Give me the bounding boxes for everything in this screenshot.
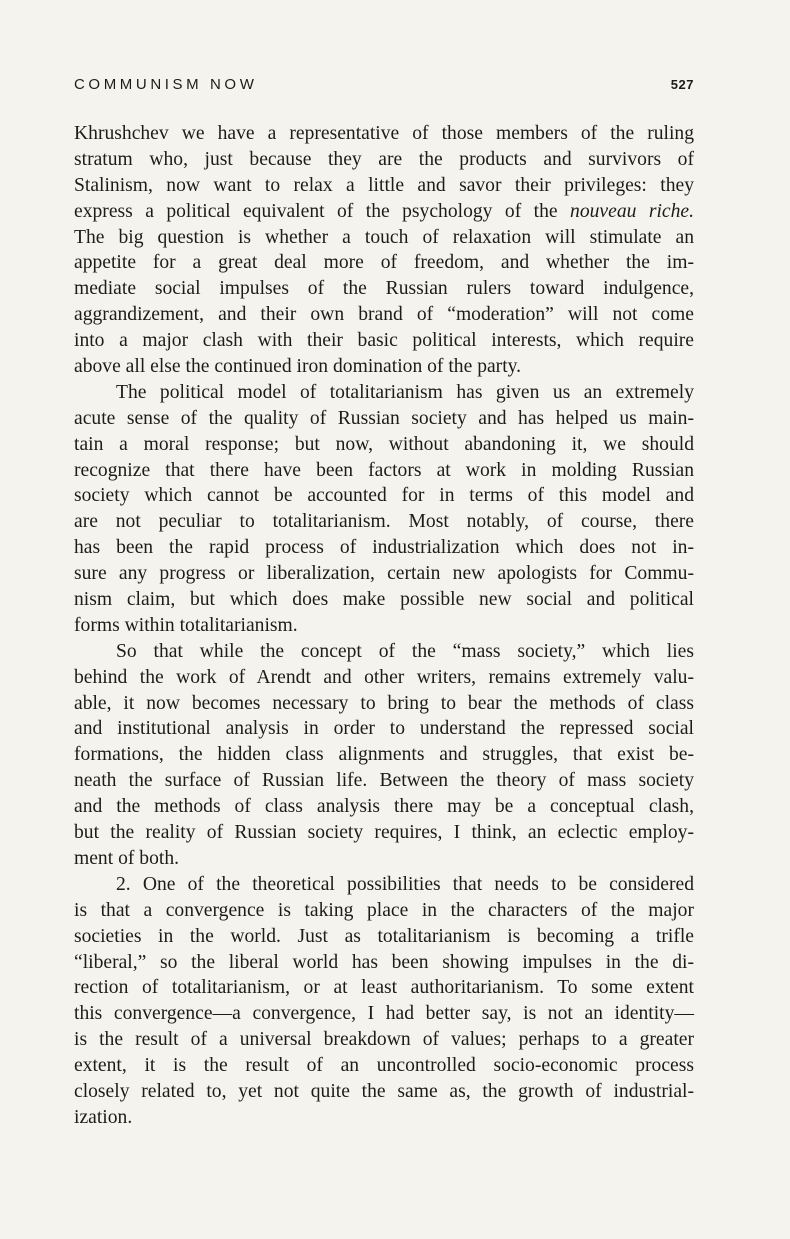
text-line: mediate social impulses of the Russian rulers toward indulgence, [74,278,694,300]
text-line: forms within totalitarianism. [74,614,298,636]
text-line: Khrushchev we have a representative of those members of the ruling [74,123,694,144]
text-line: 2. One of the theoretical possibilities that needs to be considered [116,873,694,895]
paragraph [74,121,694,380]
text-line: is the result of a universal breakdown of values; perhaps to a greater [74,1029,694,1051]
text-line: society which cannot be accounted for in terms of this model and [74,485,694,507]
text-line: ment of both. [74,847,180,869]
text-line: The big question is whether a touch of relaxation will stimulate an [74,226,694,248]
text-segment: express a political equivalent of the psychology of the [74,200,571,222]
text-line: and the methods of class analysis there may be a conceptual clash, [74,796,694,818]
running-head [74,76,694,102]
text-line: nism claim, but which does make possible new social and political [74,589,694,611]
text-line: but the reality of Russian society requires, I think, an eclectic employ- [74,822,694,844]
text-line: “liberal,” so the liberal world has been showing impulses in the di- [74,951,694,973]
text-segment: nouveau riche. [570,200,694,222]
paragraph [74,872,694,1131]
text-line: sure any progress or liberalization, certain new apologists for Commu- [74,563,694,585]
text-line: appetite for a great deal more of freedom, and whether the im- [74,252,694,274]
paragraph [74,380,694,639]
text-line: has been the rapid process of industrialization which does not in- [74,537,694,559]
running-title: COMMUNISM NOW [74,76,258,93]
text-line: acute sense of the quality of Russian society and has helped us main- [74,407,694,429]
text-line: into a major clash with their basic political interests, which require [74,330,694,352]
text-line [74,199,694,225]
text-line: formations, the hidden class alignments and struggles, that exist be- [74,744,694,766]
text-line: are not peculiar to totalitarianism. Most notably, of course, there [74,511,694,533]
text-line: closely related to, yet not quite the same as, the growth of industrial- [74,1080,694,1102]
text-line: ization. [74,1106,133,1128]
paragraph [74,639,694,872]
text-line: rection of totalitarianism, or at least authoritarianism. To some extent [74,977,694,999]
text-line: tain a moral response; but now, without abandoning it, we should [74,433,694,455]
page-number: 527 [670,77,694,92]
book-page [74,76,694,1131]
text-line: neath the surface of Russian life. Between the theory of mass society [74,770,694,792]
text-line: and institutional analysis in order to understand the repressed social [74,718,694,740]
text-line: above all else the continued iron domination of the party. [74,356,522,378]
text-line: extent, it is the result of an uncontrolled socio-economic process [74,1055,694,1077]
text-line: recognize that there have been factors at work in molding Russian [74,459,694,481]
body-text [74,121,694,1131]
text-line: The political model of totalitarianism has given us an extremely [116,381,694,403]
text-line: stratum who, just because they are the products and survivors of [74,148,694,170]
text-line: So that while the concept of the “mass society,” which lies [116,640,694,662]
text-line: able, it now becomes necessary to bring to bear the methods of class [74,692,694,714]
text-line: Stalinism, now want to relax a little and savor their privileges: they [74,174,694,196]
text-line: is that a convergence is taking place in the characters of the major [74,899,694,921]
text-line: aggrandizement, and their own brand of “moderation” will not come [74,304,694,326]
text-line: this convergence—a convergence, I had better say, is not an identity— [74,1003,694,1025]
text-line: societies in the world. Just as totalitarianism is becoming a trifle [74,925,694,947]
text-line: behind the work of Arendt and other writers, remains extremely valu- [74,666,694,688]
